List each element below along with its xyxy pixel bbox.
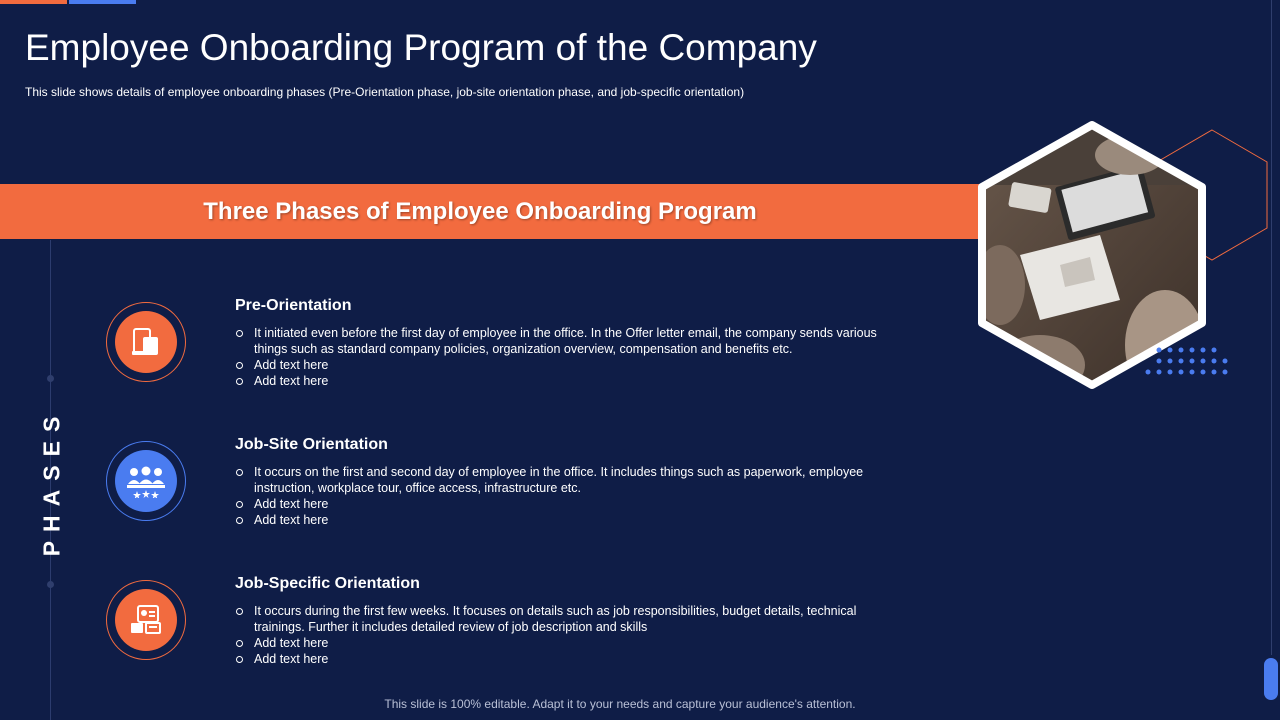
list-item: Add text here <box>235 373 895 389</box>
slide-subtitle: This slide shows details of employee onboarding phases (Pre-Orientation phase, job-site orientation phase, and job-specific orientation) <box>25 85 745 99</box>
footer-note: This slide is 100% editable. Adapt it to your needs and capture your audience's attention. <box>384 697 856 711</box>
phase-heading-pre-orientation: Pre-Orientation <box>235 297 352 314</box>
phase-bullets-job-site <box>235 464 895 528</box>
team-icon <box>115 450 177 512</box>
list-item: It initiated even before the first day of employee in the office. In the Offer letter email, the company sends various things such as standard company policies, organization overview, compensation and benefits etc. <box>235 325 895 357</box>
phase-heading-job-site: Job-Site Orientation <box>235 436 388 453</box>
list-item: Add text here <box>235 635 895 651</box>
phase-icon-ring-job-site <box>106 441 186 521</box>
list-item: It occurs on the first and second day of employee in the office. It includes things such as paperwork, employee instruction, workplace tour, office access, infrastructure etc. <box>235 464 895 496</box>
timeline-dot <box>47 581 54 588</box>
timeline-dot <box>47 375 54 382</box>
phases-banner <box>0 184 985 239</box>
dots-grid-decoration <box>1144 346 1228 378</box>
phase-bullets-job-specific <box>235 603 895 667</box>
top-accent-orange <box>0 0 67 4</box>
list-item: Add text here <box>235 512 895 528</box>
scrollbar-thumb[interactable] <box>1264 658 1278 700</box>
banner-title: Three Phases of Employee Onboarding Program <box>203 198 757 225</box>
phase-icon-ring-job-specific <box>106 580 186 660</box>
scrollbar-track[interactable] <box>1271 0 1272 655</box>
list-item: Add text here <box>235 651 895 667</box>
job-documents-icon <box>115 589 177 651</box>
slide-title: Employee Onboarding Program of the Company <box>25 27 817 68</box>
phase-bullets-pre-orientation <box>235 325 895 389</box>
phases-side-label: PHASES <box>38 407 65 557</box>
devices-icon <box>115 311 177 373</box>
phase-icon-ring-pre-orientation <box>106 302 186 382</box>
list-item: It occurs during the first few weeks. It focuses on details such as job responsibilities, budget details, technical trainings. Further it includes detailed review of job description and skills <box>235 603 895 635</box>
phase-heading-job-specific: Job-Specific Orientation <box>235 575 420 592</box>
list-item: Add text here <box>235 357 895 373</box>
list-item: Add text here <box>235 496 895 512</box>
top-accent-blue <box>69 0 136 4</box>
